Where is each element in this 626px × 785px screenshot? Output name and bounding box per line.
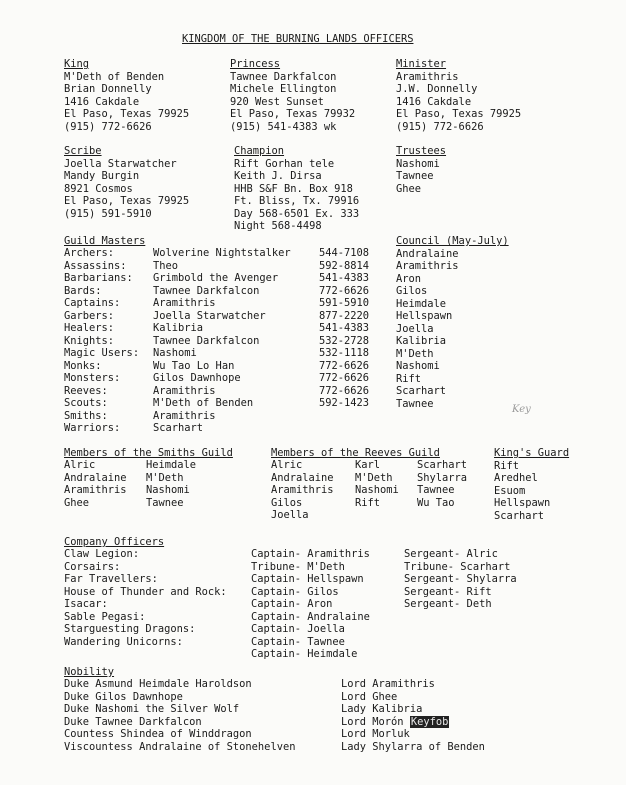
officer-line: 1416 Cakdale [396, 95, 472, 108]
smiths-member: Nashomi [146, 484, 190, 496]
smiths-member: Andralaine [64, 471, 127, 484]
guild-name: Scouts: [64, 397, 108, 409]
officer-line: (915) 591-5910 [64, 207, 152, 220]
guild-master: Tawnee Darkfalcon [153, 334, 260, 347]
company-officer: Captain- Hellspawn [251, 573, 364, 585]
officer-line: El Paso, Texas 79925 [64, 108, 190, 120]
guild-phone: 877-2220 [319, 309, 370, 322]
reeves-member: Aramithris [271, 484, 334, 496]
company-name: Sable Pegasi: [64, 610, 146, 623]
guild-master: M'Deth of Benden [153, 397, 254, 409]
nobility-left [64, 678, 295, 753]
guild-master: Nashomi [153, 347, 197, 359]
officer-champion [234, 145, 359, 233]
guild-master: Aramithris [153, 409, 216, 422]
smiths-guild-heading: Members of the Smiths Guild [64, 447, 233, 459]
guild-name: Reeves: [64, 384, 108, 397]
kings-guard-member: Rift [494, 459, 520, 472]
guild-phone: 592-8814 [319, 259, 370, 272]
noble: Lord Morón [341, 715, 404, 728]
smiths-guild-col2 [146, 459, 196, 509]
reeves-member: Alric [271, 459, 303, 471]
officer-princess [230, 58, 355, 133]
reeves-guild-col3 [417, 459, 467, 509]
council-member: Scarhart [396, 385, 447, 397]
officer-line: Mandy Burgin [64, 170, 140, 182]
council-member: Hellspawn [396, 310, 453, 322]
reeves-member: Shylarra [417, 471, 468, 484]
company-officer: Captain- Aron [251, 598, 333, 610]
company-officer: Captain- Andralaine [251, 610, 370, 623]
officer-line: Keith J. Dirsa [234, 170, 322, 182]
officer-line: Day 568-6501 Ex. 333 [234, 207, 360, 220]
noble: Duke Gilos Dawnhope [64, 690, 183, 703]
company-extra: Sergeant- Shylarra [404, 573, 517, 585]
company-officer-list [251, 548, 370, 661]
guild-name: Barbarians: [64, 272, 133, 284]
officer-line: 1416 Cakdale [64, 95, 140, 108]
company-extra: Tribune- Scarhart [404, 560, 511, 573]
reeves-member: Nashomi [355, 484, 399, 496]
council-member: Aramithris [396, 260, 459, 272]
company-names [64, 548, 227, 648]
guild-phone: 772-6626 [319, 372, 370, 384]
noble: Lord Morluk [341, 728, 410, 740]
smiths-member: Ghee [64, 496, 90, 509]
company-officer: Captain- Heimdale [251, 648, 358, 660]
guild-master: Theo [153, 259, 179, 272]
guild-master: Joella Starwatcher [153, 309, 266, 322]
guild-master-phones [319, 247, 369, 410]
highlighted-text: Keyfob [410, 715, 449, 728]
company-extra: Sergeant- Alric [404, 548, 498, 560]
officer-trustees [396, 145, 446, 195]
council-member: Andralaine [396, 247, 459, 260]
noble: Duke Asmund Heimdale Haroldson [64, 678, 252, 690]
officer-line: M'Deth of Benden [64, 70, 165, 83]
noble: Lady Shylarra of Benden [341, 740, 485, 753]
officer-line: Brian Donnelly [64, 83, 152, 95]
company-name: Corsairs: [64, 560, 121, 573]
company-extra-list [404, 548, 517, 611]
guild-phone: 772-6626 [319, 359, 370, 372]
company-name: Claw Legion: [64, 548, 140, 560]
reeves-guild-heading: Members of the Reeves Guild [271, 447, 440, 459]
reeves-member: Scarhart [417, 459, 468, 471]
officer-line: (915) 772-6626 [396, 120, 484, 133]
guild-phone: 541-4383 [319, 272, 370, 284]
guild-name: Healers: [64, 322, 115, 334]
officer-line: HHB S&F Bn. Box 918 [234, 182, 353, 195]
guild-name: Smiths: [64, 409, 108, 422]
reeves-member: Joella [271, 509, 309, 521]
handwritten-note: Key [512, 404, 531, 415]
guild-phone: 772-6626 [319, 284, 370, 297]
noble: Lord Aramithris [341, 678, 435, 690]
officer-line: Ghee [396, 182, 422, 195]
reeves-member: Karl [355, 459, 381, 471]
officer-line: (915) 541-4383 wk [230, 120, 337, 133]
officer-line: Tawnee Darkfalcon [230, 70, 337, 83]
guild-name: Archers: [64, 247, 115, 259]
officer-line: J.W. Donnelly [396, 83, 478, 95]
smiths-member: M'Deth [146, 471, 184, 484]
reeves-member: Gilos [271, 496, 303, 509]
officer-king [64, 58, 189, 133]
guild-name: Knights: [64, 334, 115, 347]
officer-line: Rift Gorhan tele [234, 157, 335, 170]
officer-role: Minister [396, 58, 447, 70]
company-name: Wandering Unicorns: [64, 635, 183, 648]
guild-phone: 772-6626 [319, 384, 370, 397]
council-member: Gilos [396, 285, 428, 297]
guild-name: Monsters: [64, 372, 121, 384]
officer-line: Night 568-4498 [234, 220, 322, 232]
guild-master: Scarhart [153, 422, 204, 434]
reeves-guild-col1 [271, 459, 334, 522]
reeves-member: Tawnee [417, 484, 455, 496]
guild-master: Wolverine Nightstalker [153, 247, 291, 259]
guild-phone: 592-1423 [319, 397, 370, 409]
company-extra: Sergeant- Deth [404, 598, 492, 610]
officer-line: El Paso, Texas 79925 [396, 108, 522, 120]
officer-role: Scribe [64, 145, 102, 157]
noble: Countess Shindea of Winddragon [64, 728, 252, 740]
company-extra: Sergeant- Rift [404, 585, 492, 598]
officer-line: 8921 Cosmos [64, 182, 133, 195]
guild-phone: 532-2728 [319, 334, 370, 347]
council-heading: Council (May-July) [396, 235, 509, 247]
guild-phone: 544-7108 [319, 247, 370, 259]
kings-guard-heading: King's Guard [494, 447, 570, 459]
council-member: Joella [396, 322, 434, 335]
officer-line: (915) 772-6626 [64, 120, 152, 133]
guild-phone: 532-1118 [319, 347, 370, 359]
officer-role: Champion [234, 145, 285, 157]
council-member: Heimdale [396, 297, 447, 310]
guild-master: Aramithris [153, 297, 216, 309]
officer-line: 920 West Sunset [230, 95, 324, 108]
guild-master-names [153, 247, 291, 435]
kings-guard-member: Hellspawn [494, 497, 551, 509]
kings-guard-member: Scarhart [494, 509, 545, 522]
smiths-member: Heimdale [146, 459, 197, 471]
smiths-member: Alric [64, 459, 96, 471]
guild-name: Assassins: [64, 259, 127, 272]
council-member: Kalibria [396, 335, 447, 347]
officer-line: Michele Ellington [230, 83, 337, 95]
officer-role: King [64, 58, 90, 70]
company-officer: Tribune- M'Deth [251, 560, 345, 573]
council-member: M'Deth [396, 347, 434, 360]
council-member: Nashomi [396, 360, 440, 372]
noble: Lady Kalibria [341, 703, 423, 715]
noble: Duke Nashomi the Silver Wolf [64, 703, 240, 715]
smiths-member: Tawnee [146, 496, 184, 509]
guild-master: Kalibria [153, 322, 204, 334]
officer-line: El Paso, Texas 79925 [64, 195, 190, 207]
kings-guard [494, 447, 569, 522]
company-officers-heading: Company Officers [64, 536, 165, 548]
page-title: KINGDOM OF THE BURNING LANDS OFFICERS [182, 33, 414, 45]
company-officer: Captain- Tawnee [251, 635, 345, 648]
reeves-member: Andralaine [271, 471, 334, 484]
guild-master: Wu Tao Lo Han [153, 359, 235, 372]
noble: Viscountess Andralaine of Stonehelven [64, 740, 296, 753]
guild-name: Monks: [64, 359, 102, 372]
company-name: Isacar: [64, 598, 108, 610]
officer-role: Princess [230, 58, 281, 70]
guild-name: Garbers: [64, 309, 115, 322]
officer-line: El Paso, Texas 79932 [230, 108, 356, 120]
reeves-member: Wu Tao [417, 496, 455, 509]
officer-line: Nashomi [396, 157, 440, 170]
guild-master: Grimbold the Avenger [153, 272, 279, 284]
noble: Lord Ghee [341, 690, 398, 703]
nobility-heading: Nobility [64, 666, 115, 678]
guild-name: Magic Users: [64, 347, 140, 359]
council-member: Rift [396, 372, 422, 385]
officer-scribe [64, 145, 189, 220]
officer-role: Trustees [396, 145, 447, 157]
council [396, 235, 509, 410]
officer-line: Aramithris [396, 70, 459, 83]
guild-master: Aramithris [153, 384, 216, 397]
kings-guard-member: Aredhel [494, 472, 538, 484]
guild-masters-heading: Guild Masters [64, 235, 146, 247]
smiths-guild-col1 [64, 459, 127, 509]
company-officer: Captain- Aramithris [251, 548, 370, 560]
reeves-member: Rift [355, 496, 381, 509]
kings-guard-member: Esuom [494, 484, 526, 497]
guild-name: Bards: [64, 284, 102, 297]
guild-names [64, 247, 139, 435]
company-name: Far Travellers: [64, 573, 158, 585]
company-name: House of Thunder and Rock: [64, 585, 227, 598]
council-member: Aron [396, 272, 422, 285]
guild-master: Tawnee Darkfalcon [153, 284, 260, 297]
reeves-member: M'Deth [355, 471, 393, 484]
smiths-member: Aramithris [64, 484, 127, 496]
guild-phone: 541-4383 [319, 322, 370, 334]
company-name: Starguesting Dragons: [64, 623, 196, 635]
noble: Duke Tawnee Darkfalcon [64, 715, 202, 728]
reeves-guild-col2 [355, 459, 399, 509]
guild-name: Captains: [64, 297, 121, 309]
council-member: Tawnee [396, 397, 434, 410]
officer-line: Joella Starwatcher [64, 157, 177, 170]
company-officer: Captain- Gilos [251, 585, 339, 598]
officer-line: Tawnee [396, 170, 434, 182]
guild-master: Gilos Dawnhope [153, 372, 241, 384]
nobility-right [341, 678, 485, 753]
company-officer: Captain- Joella [251, 623, 345, 635]
guild-phone: 591-5910 [319, 297, 370, 309]
officer-line: Ft. Bliss, Tx. 79916 [234, 195, 360, 207]
officer-minister [396, 58, 521, 133]
guild-name: Warriors: [64, 422, 121, 434]
